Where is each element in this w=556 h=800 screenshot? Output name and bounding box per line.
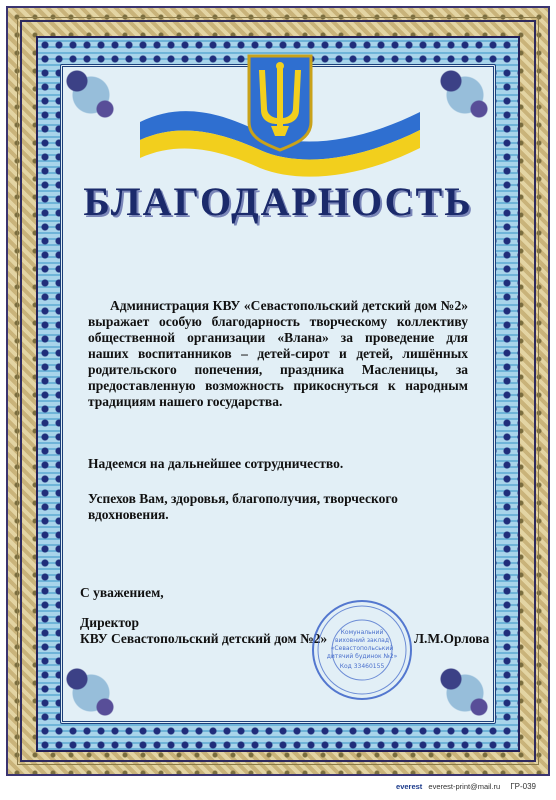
signatory-name: Л.М.Орлова <box>414 631 490 646</box>
closing-regards: С уважением, <box>80 585 164 600</box>
stamp-line-1: Комунальний <box>340 629 384 636</box>
stamp-line-4: дитячий будинок №2» <box>326 653 398 660</box>
wishes-paragraph: Успехов Вам, здоровья, благополучия, творческого вдохновения. <box>88 491 398 522</box>
signatory-title: Директор <box>80 615 140 630</box>
corner-ornament-icon <box>56 60 126 130</box>
corner-ornament-icon <box>430 658 500 728</box>
emblem-group <box>140 52 420 182</box>
stamp-line-3: «Севастопольський <box>330 645 394 652</box>
corner-ornament-icon <box>56 658 126 728</box>
printer-brand: everest <box>396 782 423 791</box>
stamp-code: Код 33460155 <box>339 663 385 670</box>
certificate-title: БЛАГОДАРНОСТЬ <box>83 179 473 224</box>
corner-ornament-icon <box>430 60 500 130</box>
printer-contact: everest-print@mail.ru <box>428 782 501 791</box>
signatory-organization: КВУ Севастопольский детский дом №2» <box>80 631 328 646</box>
official-stamp-icon <box>310 598 414 702</box>
main-paragraph: Администрация КВУ «Севастопольский детский дом №2» выражает особую благодарность творческому коллективу общественной организации «Влана» за проведение для наших воспитанников – детей-сирот и детей, лишённых родительского попечения, праздника Масленицы, за предоставленную возможность прикоснуться к народным традициям нашего государства. <box>88 298 468 409</box>
stamp-line-2: виховний заклад <box>335 637 389 644</box>
trident-emblem-icon <box>245 52 315 152</box>
cooperation-paragraph: Надеемся на дальнейшее сотрудничество. <box>88 456 344 471</box>
print-footer <box>120 782 536 796</box>
form-code: ГР-039 <box>510 782 536 791</box>
